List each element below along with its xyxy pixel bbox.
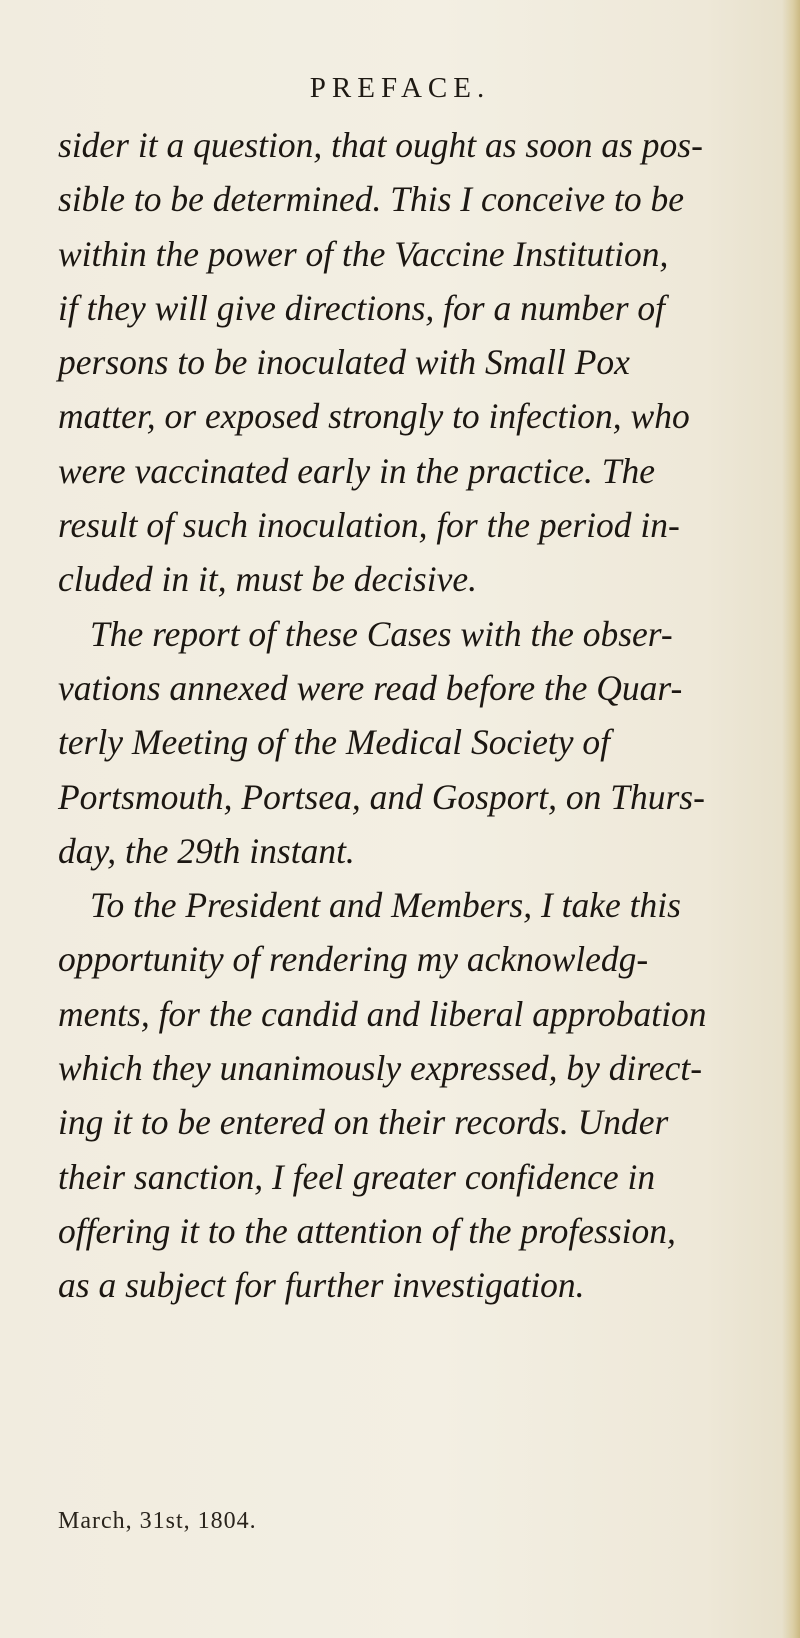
- text-line: cluded in it, must be decisive.: [58, 559, 477, 600]
- text-line: which they unanimously expressed, by direct-: [58, 1048, 703, 1089]
- text-line: within the power of the Vaccine Institution,: [58, 233, 669, 274]
- text-line: offering it to the attention of the profession,: [58, 1210, 676, 1251]
- text-line: sider it a question, that ought as soon as pos-: [58, 125, 703, 165]
- text-line: terly Meeting of the Medical Society of: [58, 722, 611, 763]
- text-line: Portsmouth, Portsea, and Gosport, on Thurs-: [58, 776, 705, 817]
- text-line: To the President and Members, I take this: [90, 885, 681, 926]
- text-line: sible to be determined. This I conceive to be: [58, 179, 684, 220]
- text-line: were vaccinated early in the practice. The: [58, 450, 656, 491]
- page-header: PREFACE.: [309, 72, 491, 104]
- text-line: The report of these Cases with the obser-: [90, 613, 673, 654]
- page-edge-shadow: [782, 0, 800, 1638]
- text-line: as a subject for further investigation.: [58, 1265, 585, 1306]
- text-line: if they will give directions, for a number of: [58, 287, 666, 328]
- date-line: March, 31st, 1804.: [58, 1508, 257, 1534]
- text-line: vations annexed were read before the Quar-: [58, 667, 683, 708]
- text-line: opportunity of rendering my acknowledg-: [58, 939, 649, 980]
- text-line: persons to be inoculated with Small Pox: [58, 342, 630, 383]
- text-line: matter, or exposed strongly to infection, who: [58, 396, 690, 437]
- text-line: day, the 29th instant.: [58, 830, 355, 871]
- text-line: result of such inoculation, for the period in-: [58, 505, 680, 546]
- preface-body: [58, 118, 748, 1313]
- text-line: ing it to be entered on their records. Under: [58, 1102, 669, 1143]
- text-line: their sanction, I feel greater confidence in: [58, 1156, 656, 1197]
- text-line: ments, for the candid and liberal approbation: [58, 993, 707, 1034]
